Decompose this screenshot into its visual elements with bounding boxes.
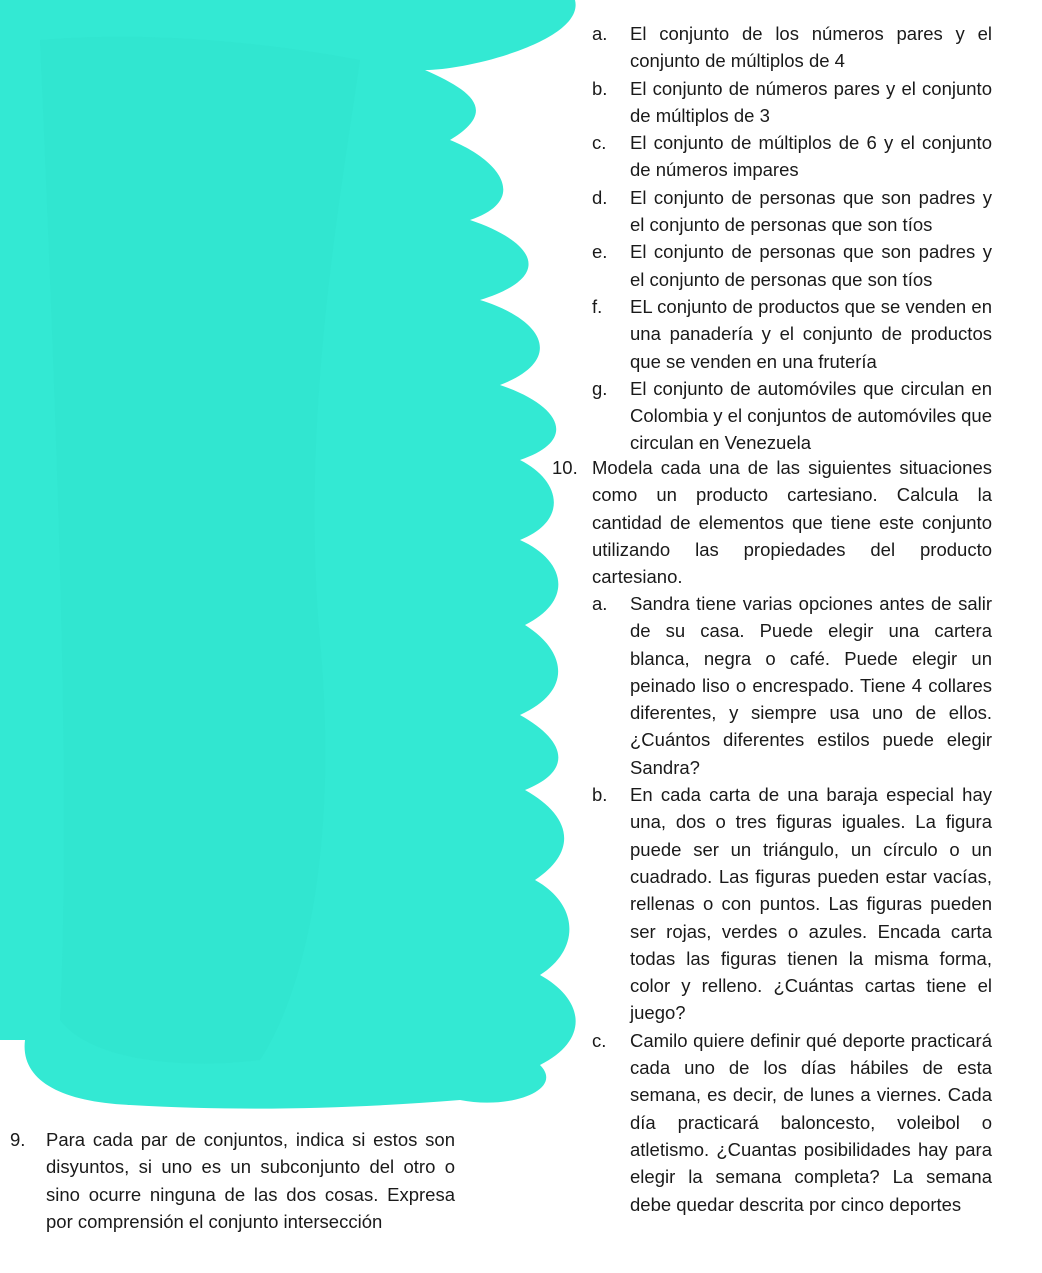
item-text: En cada carta de una baraja especial hay una, dos o tres figuras iguales. La figura puede ser un triángulo, un círculo o un cuadrado. Las figuras pueden estar vacías, rellenas o con puntos. Las figuras pueden ser rojas, verdes o azules. Encada carta todas las figuras tienen la misma forma, color y relleno. ¿Cuántas cartas tiene el juego? [630,784,992,1024]
item-label: c. [592,1029,607,1051]
item-label: c. [592,132,607,154]
item-label: f. [592,295,603,317]
item-text: El conjunto de personas que son padres y el conjunto de personas que son tíos [630,241,992,290]
item-text: El conjunto de números pares y el conjunto de múltiplos de 3 [630,77,992,126]
item-text: EL conjunto de productos que se venden en una panadería y el conjunto de productos que se venden en una frutería [630,295,992,372]
item-label: b. [592,77,608,99]
item-label: e. [592,241,608,263]
question-text: Para cada par de conjuntos, indica si estos son disyuntos, si uno es un subconjunto del otro o sino ocurre ninguna de las dos cosas. Expresa por comprensión el conjunto intersección [46,1129,455,1232]
question-number: 9. [10,1129,26,1150]
scribble-fill-highlight [40,37,360,1064]
item-label: a. [592,23,608,44]
item-label: b. [592,784,608,806]
question-number: 10. [552,457,578,478]
item-label: g. [592,377,608,399]
item-label: a. [592,593,608,614]
item-text: Sandra tiene varias opciones antes de salir de su casa. Puede elegir una cartera blanca, negra o café. Puede elegir un peinado liso o encrespado. Tiene 4 collares diferentes, y siempre usa uno de ellos. ¿Cuántos diferentes estilos puede elegir Sandra? [630,593,992,778]
question-text: Modela cada una de las siguientes situaciones como un producto cartesiano. Calcula la cantidad de elementos que tiene este conjunto utilizando las propiedades del producto cartesiano. [592,457,992,588]
item-text: El conjunto de personas que son padres y el conjunto de personas que son tíos [630,186,992,236]
item-text: Camilo quiere definir qué deporte practicará cada uno de los días hábiles de esta semana, es decir, de lunes a viernes. Cada día practicará baloncesto, voleibol o atletismo. ¿Cuantas posibilidades hay para elegir la semana completa? La semana debe quedar descrita por cinco deportes [630,1029,992,1215]
item-label: d. [592,186,608,208]
item-text: El conjunto de múltiplos de 6 y el conjunto de números impares [630,132,992,181]
item-text: El conjunto de los números pares y el conjunto de múltiplos de 4 [630,23,992,72]
item-text: El conjunto de automóviles que circulan en Colombia y el conjuntos de automóviles que circulan en Venezuela [630,377,992,454]
